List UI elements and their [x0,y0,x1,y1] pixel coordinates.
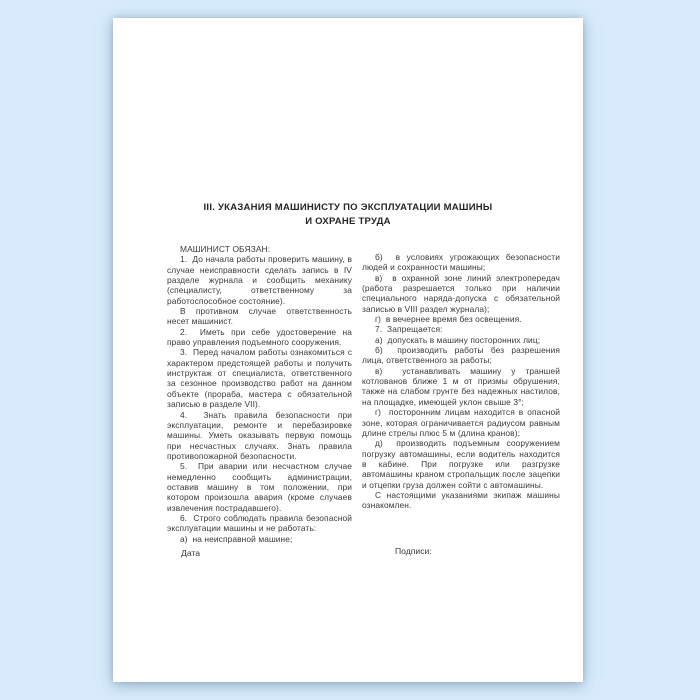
paragraph: б) производить работы без разрешения лица, ответственного за работы; [362,345,560,366]
date-label: Дата [181,548,201,558]
paragraph: С настоящими указаниями экипаж машины ознакомлен. [362,489,560,511]
document-page [113,18,583,682]
document-title-line-1: III. УКАЗАНИЯ МАШИНИСТУ ПО ЭКСПЛУАТАЦИИ МАШИНЫ [203,202,493,213]
document-title [113,201,583,229]
paragraph: В противном случае ответственность несет машинист. [167,306,352,327]
left-column [167,244,352,544]
paragraph: в) устанавливать машину у траншей котлованов ближе 1 м от призмы обрушения, также на слабом грунте без надежных настилов, на площадке, имеющей уклон свыше 3°; [362,365,560,407]
right-column [362,252,560,511]
paragraph: г) в вечернее время без освещения. [375,314,522,325]
paragraph: г) посторонним лицам находится в опасной зоне, которая ограничивается радиусом равным длине стрелы плюс 5 м (длина кранов); [362,407,560,438]
paragraph: 6. Строго соблюдать правила безопасной эксплуатации машины и не работать: [167,512,352,534]
paragraph: в) в охранной зоне линий электропередач (работа разрешается только при наличии специального наряда-допуска с обязательной записью в VIII раздел журнала); [362,272,560,314]
paragraph: 7. Запрещается: [375,324,443,335]
paragraph: 5. При аварии или несчастном случае немедленно сообщить администрации, оставив машину в том положении, при котором произошла авария (кроме случаев извлечения пострадавшего). [167,461,352,513]
paragraph: а) допускать в машину посторонних лиц; [375,334,541,345]
paragraph: 4. Знать правила безопасности при эксплуатации, ремонте и перебазировке машины. Уметь оказывать первую помощь при несчастных случаях. Знать правила противопожарной безопасности. [167,409,352,461]
signatures-label: Подписи: [395,546,432,556]
paragraph: 1. До начала работы проверить машину, в случае неисправности сделать запись в IV разделе журнала и сообщить механику (специалисту, ответственному за работоспособное состояние). [167,254,352,306]
paragraph: 3. Перед началом работы ознакомиться с характером предстоящей работы и получить инструктаж от специалиста, ответственного за сезонное производство работ на данном объекте (прораба, мастера с обязательной записью в разделе VII). [167,347,352,410]
paragraph: МАШИНИСТ ОБЯЗАН: [180,244,271,254]
paragraph: 2. Иметь при себе удостоверение на право управления подъемного сооружения. [167,326,352,348]
paragraph: д) производить подъемным сооружением погрузку автомашины, если водитель находится в кабине. При погрузке или разгрузке автомашины краном стропальщик после зацепки и отцепки груза должен сойти с автомашины. [362,438,560,490]
document-title-line-2: И ОХРАНЕ ТРУДА [305,216,391,227]
paragraph: б) в условиях угрожающих безопасности людей и сохранности машины; [362,252,560,273]
paragraph: а) на неисправной машине; [180,533,293,544]
